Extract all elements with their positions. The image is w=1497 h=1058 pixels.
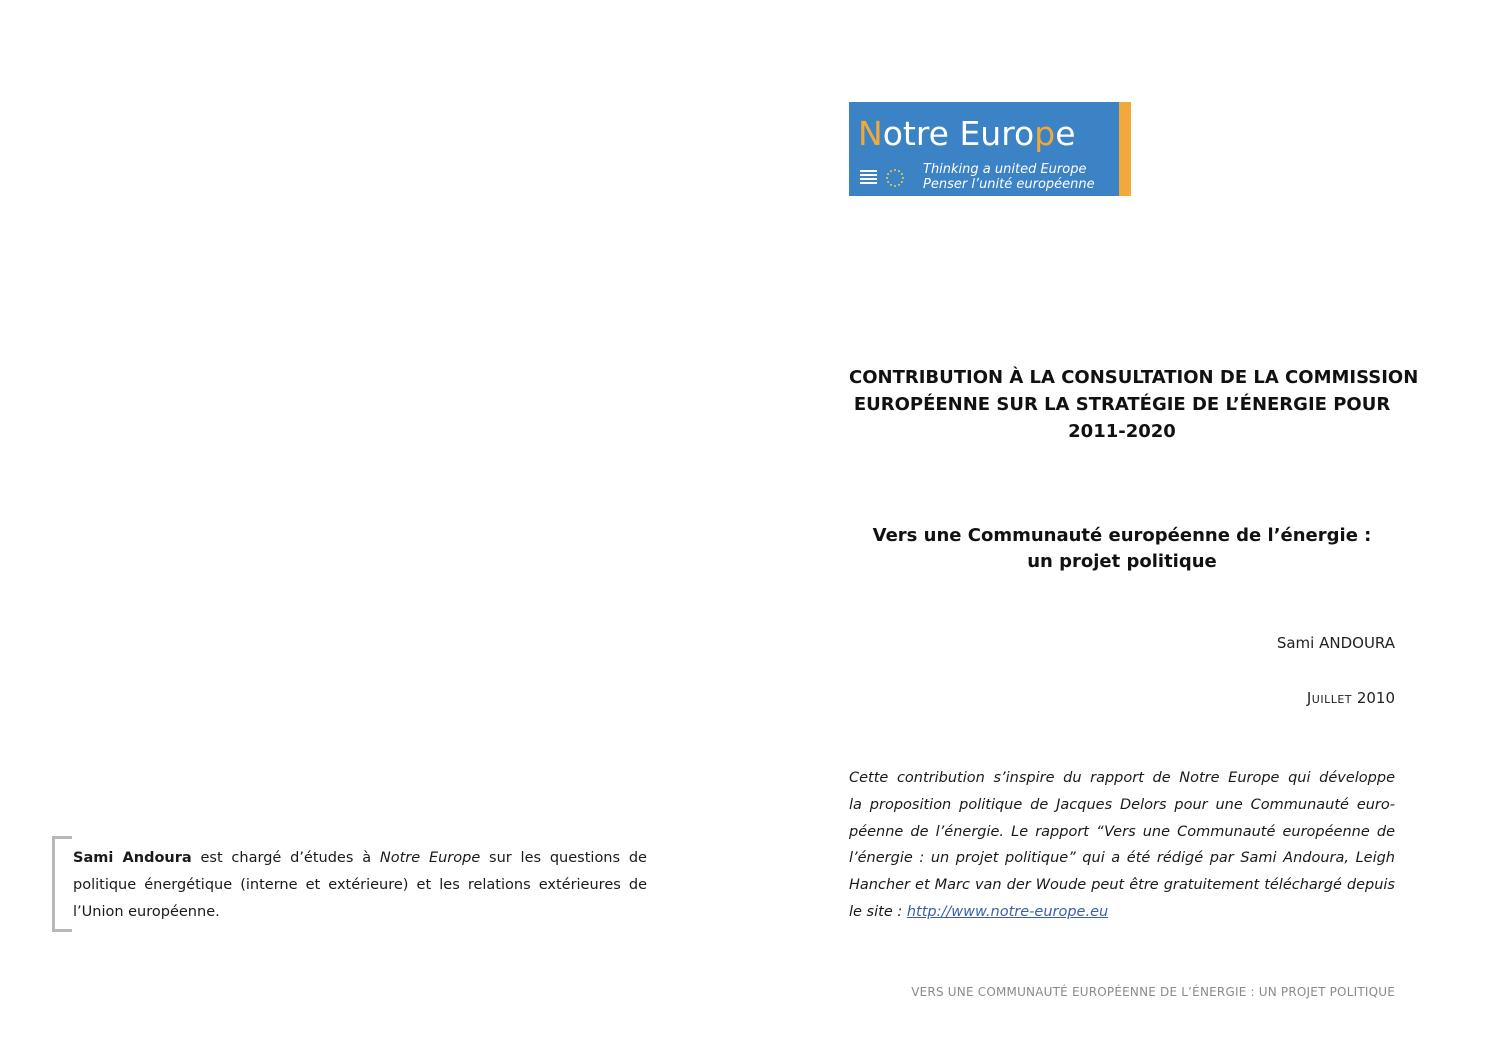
logo-tagline: Thinking a united Europe Penser l’unité européenne [923,162,1095,192]
flag-lines-icon [860,170,877,185]
notre-europe-logo [849,102,1131,196]
document-title: CONTRIBUTION À LA CONSULTATION DE LA COMMISSION EUROPÉENNE SUR LA STRATÉGIE DE L’ÉNERGIE POUR 2011-2020 [849,367,1419,442]
logo-accent-stripe [1119,102,1131,196]
intro-paragraph: Cette contribution s’inspire du rapport de Notre Europe qui développe la proposition politique de Jacques Delors pour une Communauté euro- péenne de l’énergie. Le rapport “Vers une Communauté européenne de l’énergie : un projet politique” qui a été rédigé par Sami Andoura, Leigh Hancher et Marc van der Woude peut être gratuitement téléchargé depuis le site : http://www.notre-europe.eu [849,770,1395,920]
running-footer: VERS UNE COMMUNAUTÉ EUROPÉENNE DE L’ÉNERGIE : UN PROJET POLITIQUE [911,985,1395,999]
bio-bracket-decoration [52,836,72,932]
author-name: Sami ANDOURA [1276,634,1395,652]
author-bio: Sami Andoura est chargé d’études à Notre Europe sur les questions de politique énergétique (interne et extérieure) et les relations extérieures de l’Union européenne. [73,850,647,920]
eu-stars-icon [885,168,905,188]
notre-europe-website-link[interactable]: http://www.notre-europe.eu [906,903,1109,920]
logo-wordmark: Notre Europe [858,114,1076,153]
document-subtitle: Vers une Communauté européenne de l’énergie : un projet politique [872,525,1372,572]
publication-date: Juillet 2010 [1306,689,1395,707]
